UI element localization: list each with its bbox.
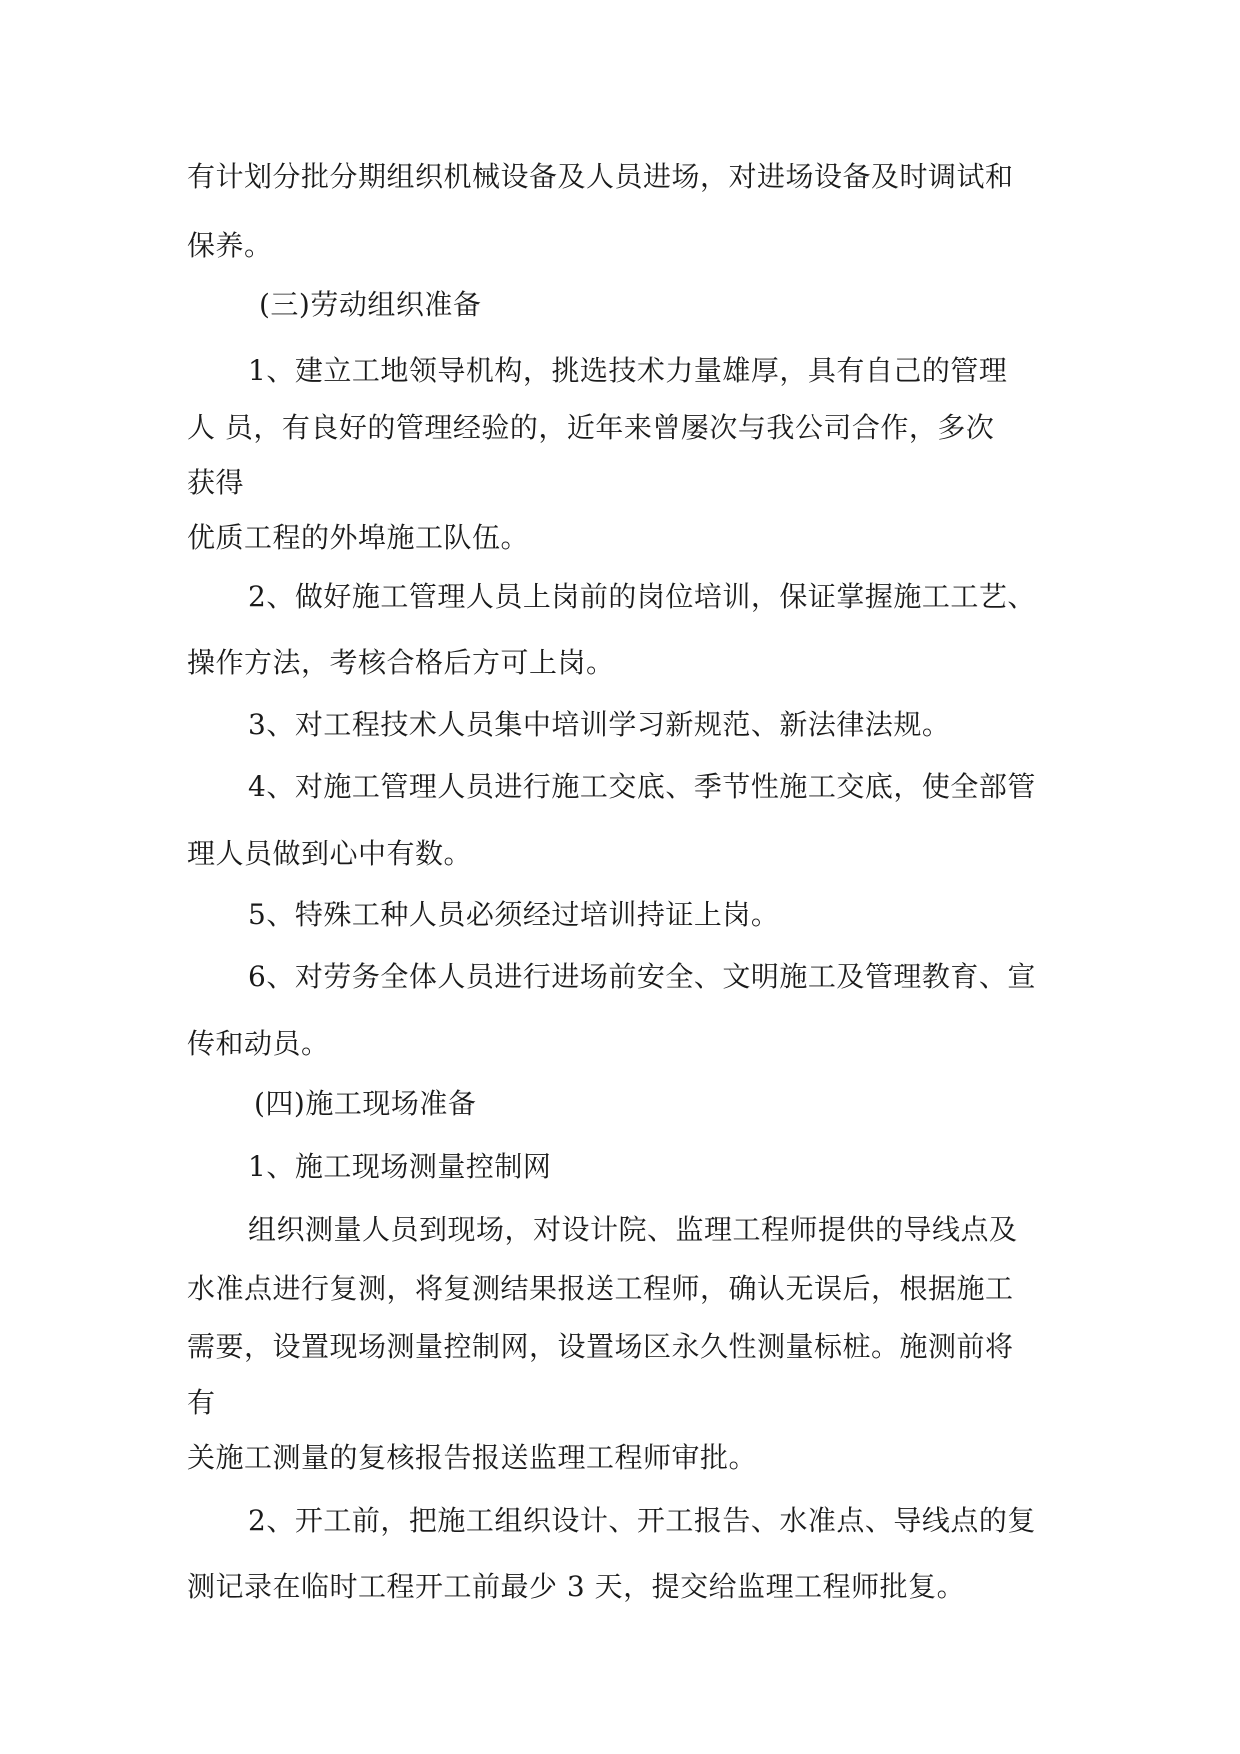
list-item-4-line-2: 理人员做到心中有数。 [187,837,473,870]
subsection-2-line-1: 2、开工前，把施工组织设计、开工报告、水准点、导线点的复 [248,1504,1036,1537]
paragraph-line-1: 组织测量人员到现场，对设计院、监理工程师提供的导线点及 [248,1213,1018,1246]
text-line-1: 有计划分批分期组织机械设备及人员进场，对进场设备及时调试和 [187,160,1014,193]
list-item-2-line-2: 操作方法，考核合格后方可上岗。 [187,646,615,679]
list-item-1-line-3: 获得 [187,466,245,499]
subsection-2-line-2: 测记录在临时工程开工前最少 3 天，提交给监理工程师批复。 [187,1570,966,1603]
section-heading-3: (三)劳动组织准备 [259,288,482,321]
text-line-2: 保养。 [187,229,273,262]
list-item-1-line-4: 优质工程的外埠施工队伍。 [187,521,530,554]
list-item-1-line-2: 人 员，有良好的管理经验的，近年来曾屡次与我公司合作，多次 [187,411,995,444]
list-item-6-line-1: 6、对劳务全体人员进行进场前安全、文明施工及管理教育、宣 [248,960,1036,993]
list-item-2-line-1: 2、做好施工管理人员上岗前的岗位培训，保证掌握施工工艺、 [248,580,1036,613]
subsection-heading-1: 1、施工现场测量控制网 [248,1150,552,1183]
paragraph-line-5: 关施工测量的复核报告报送监理工程师审批。 [187,1441,758,1474]
list-item-4-line-1: 4、对施工管理人员进行施工交底、季节性施工交底，使全部管 [248,770,1036,803]
paragraph-line-4: 有 [187,1386,216,1419]
list-item-6-line-2: 传和动员。 [187,1027,330,1060]
list-item-1-line-1: 1、建立工地领导机构，挑选技术力量雄厚，具有自己的管理 [248,354,1008,387]
section-heading-4: (四)施工现场准备 [254,1087,477,1120]
paragraph-line-2: 水准点进行复测，将复测结果报送工程师，确认无误后，根据施工 [187,1272,1014,1305]
list-item-3: 3、对工程技术人员集中培训学习新规范、新法律法规。 [248,708,951,741]
list-item-5: 5、特殊工种人员必须经过培训持证上岗。 [248,898,780,931]
paragraph-line-3: 需要，设置现场测量控制网，设置场区永久性测量标桩。施测前将 [187,1330,1014,1363]
